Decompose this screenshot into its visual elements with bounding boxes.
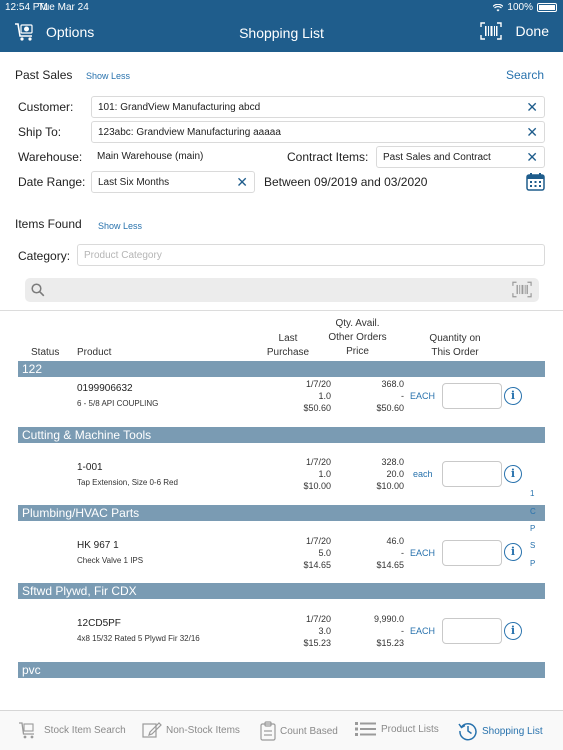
between-text: Between 09/2019 and 03/2020 — [264, 175, 428, 189]
quantity-input[interactable] — [442, 383, 502, 409]
col-status: Status — [31, 347, 60, 358]
section-index-item[interactable]: P — [530, 524, 536, 533]
col-qty-avail — [320, 317, 395, 359]
uom-selector[interactable]: EACH — [410, 391, 436, 401]
shipto-field[interactable] — [91, 121, 545, 143]
items-found-toggle[interactable]: Show Less — [98, 221, 143, 231]
col-qty-order — [420, 332, 490, 360]
last-date: 1/7/20 — [305, 536, 331, 546]
category-header: Sftwd Plywd, Fir CDX — [18, 583, 545, 599]
other-orders: - — [401, 626, 404, 636]
last-qty: 1.0 — [318, 469, 331, 479]
avail-values — [340, 535, 404, 571]
col-last-purchase — [258, 332, 318, 360]
col-qty-avail-line3: Price — [346, 346, 369, 357]
section-index-item[interactable]: 1 — [530, 489, 535, 498]
warehouse-label: Warehouse: — [18, 150, 83, 164]
status-bar — [0, 0, 563, 16]
category-header: pvc — [18, 662, 545, 678]
nav-bar — [0, 16, 563, 52]
col-qty-order-line2: This Order — [431, 347, 479, 358]
tab-stock-item-search[interactable] — [18, 721, 126, 739]
search-link[interactable]: Search — [505, 68, 544, 82]
past-sales-toggle[interactable]: Show Less — [86, 71, 131, 81]
divider — [0, 310, 563, 311]
uom-selector[interactable]: each — [413, 469, 433, 479]
status-date: Tue Mar 24 — [38, 2, 89, 13]
item-description: Check Valve 1 IPS — [77, 556, 144, 565]
quantity-input[interactable] — [442, 461, 502, 487]
item-description: 6 - 5/8 API COUPLING — [77, 399, 159, 408]
customer-label: Customer: — [18, 100, 74, 114]
warehouse-value[interactable]: Main Warehouse (main) — [97, 151, 204, 162]
contract-label: Contract Items: — [287, 150, 369, 164]
history-clock-icon — [458, 721, 478, 741]
shipto-clear-icon[interactable]: ✕ — [526, 124, 538, 140]
battery-percent: 100% — [507, 2, 533, 13]
price: $10.00 — [376, 481, 404, 491]
item-search-bar[interactable] — [25, 278, 539, 302]
other-orders: - — [401, 548, 404, 558]
customer-field[interactable] — [91, 96, 545, 118]
tab-bar — [0, 710, 563, 750]
info-icon[interactable]: i — [504, 387, 522, 405]
category-header: Cutting & Machine Tools — [18, 427, 545, 443]
col-qty-avail-line1: Qty. Avail. — [335, 318, 380, 329]
status-time: 12:54 PM — [5, 2, 48, 13]
section-index-item[interactable]: C — [530, 507, 536, 516]
calendar-icon[interactable] — [526, 172, 545, 191]
item-description: Tap Extension, Size 0-6 Red — [77, 478, 178, 487]
section-index-item[interactable]: S — [530, 541, 536, 550]
customer-clear-icon[interactable]: ✕ — [526, 99, 538, 115]
status-right — [493, 2, 557, 13]
stock-item-search-icon — [18, 721, 40, 739]
uom-selector[interactable]: EACH — [410, 626, 436, 636]
contract-field[interactable] — [376, 146, 545, 168]
last-date: 1/7/20 — [305, 614, 331, 624]
shipto-label: Ship To: — [18, 125, 62, 139]
customer-value: 101: GrandView Manufacturing abcd — [98, 102, 261, 113]
tab-label: Non-Stock Items — [166, 724, 240, 736]
qty-available: 46.0 — [386, 536, 404, 546]
shipto-value: 123abc: Grandview Manufacturing aaaaa — [98, 127, 281, 138]
category-field[interactable] — [77, 244, 545, 266]
past-sales-title: Past Sales — [15, 68, 73, 82]
page-title: Shopping List — [239, 25, 324, 41]
contract-value: Past Sales and Contract — [383, 152, 491, 163]
tab-label: Shopping List — [482, 725, 543, 737]
tab-label: Count Based — [280, 725, 338, 737]
qty-available: 368.0 — [381, 379, 404, 389]
col-last-purchase-line2: Purchase — [266, 347, 310, 358]
last-date: 1/7/20 — [305, 457, 331, 467]
wifi-icon — [493, 4, 503, 12]
last-purchase-values — [270, 378, 331, 414]
section-index-item[interactable]: P — [530, 559, 536, 568]
quantity-input[interactable] — [442, 540, 502, 566]
category-header: Plumbing/HVAC Parts — [18, 505, 545, 521]
last-price: $10.00 — [303, 481, 331, 491]
qty-available: 9,990.0 — [373, 614, 404, 624]
last-purchase-values — [270, 613, 331, 649]
tab-label: Stock Item Search — [44, 724, 126, 736]
quantity-input[interactable] — [442, 618, 502, 644]
contract-clear-icon[interactable]: ✕ — [526, 149, 538, 165]
last-qty: 5.0 — [318, 548, 331, 558]
item-code[interactable]: 12CD5PF — [77, 618, 121, 629]
category-placeholder: Product Category — [84, 250, 162, 261]
item-code[interactable]: HK 967 1 — [77, 540, 119, 551]
col-qty-order-line1: Quantity on — [429, 333, 481, 344]
tab-non-stock-items[interactable] — [142, 721, 240, 739]
last-qty: 1.0 — [318, 391, 331, 401]
tab-shopping-list[interactable] — [458, 721, 543, 741]
info-icon[interactable]: i — [504, 465, 522, 483]
item-description: 4x8 15/32 Rated 5 Plywd Fir 32/16 — [77, 634, 200, 643]
last-purchase-values — [270, 535, 331, 571]
tab-count-based[interactable] — [260, 721, 338, 741]
daterange-clear-icon[interactable]: ✕ — [236, 174, 248, 190]
barcode-scan-icon[interactable] — [480, 22, 502, 40]
category-header: 122 — [18, 361, 545, 377]
list-icon — [355, 721, 377, 737]
col-last-purchase-line1: Last — [278, 333, 298, 344]
price: $15.23 — [376, 638, 404, 648]
avail-values — [340, 613, 404, 649]
items-found-title: Items Found — [15, 217, 82, 231]
last-price: $50.60 — [303, 403, 331, 413]
tab-label: Product Lists — [381, 723, 439, 735]
col-product: Product — [77, 347, 112, 358]
other-orders: 20.0 — [386, 469, 404, 479]
qty-available: 328.0 — [381, 457, 404, 467]
clipboard-icon — [260, 721, 276, 741]
avail-values — [340, 378, 404, 414]
daterange-label: Date Range: — [18, 175, 86, 189]
battery-icon — [537, 3, 557, 12]
daterange-field[interactable] — [91, 171, 255, 193]
last-price: $15.23 — [303, 638, 331, 648]
price: $50.60 — [376, 403, 404, 413]
info-icon[interactable]: i — [504, 543, 522, 561]
options-label: Options — [46, 24, 95, 40]
price: $14.65 — [376, 560, 404, 570]
pencil-icon — [142, 721, 162, 739]
item-code[interactable]: 1-001 — [77, 462, 103, 473]
done-button[interactable]: Done — [515, 23, 549, 39]
barcode-icon[interactable] — [512, 281, 532, 298]
nav-right — [480, 22, 549, 40]
search-icon — [31, 283, 45, 297]
last-date: 1/7/20 — [305, 379, 331, 389]
last-qty: 3.0 — [318, 626, 331, 636]
avail-values — [340, 456, 404, 492]
tab-product-lists[interactable] — [355, 721, 439, 737]
item-code[interactable]: 0199906632 — [77, 383, 133, 394]
last-purchase-values — [270, 456, 331, 492]
info-icon[interactable]: i — [504, 622, 522, 640]
other-orders: - — [401, 391, 404, 401]
col-qty-avail-line2: Other Orders — [328, 332, 387, 343]
category-label: Category: — [18, 249, 71, 263]
daterange-value: Last Six Months — [98, 177, 170, 188]
uom-selector[interactable]: EACH — [410, 548, 436, 558]
last-price: $14.65 — [303, 560, 331, 570]
